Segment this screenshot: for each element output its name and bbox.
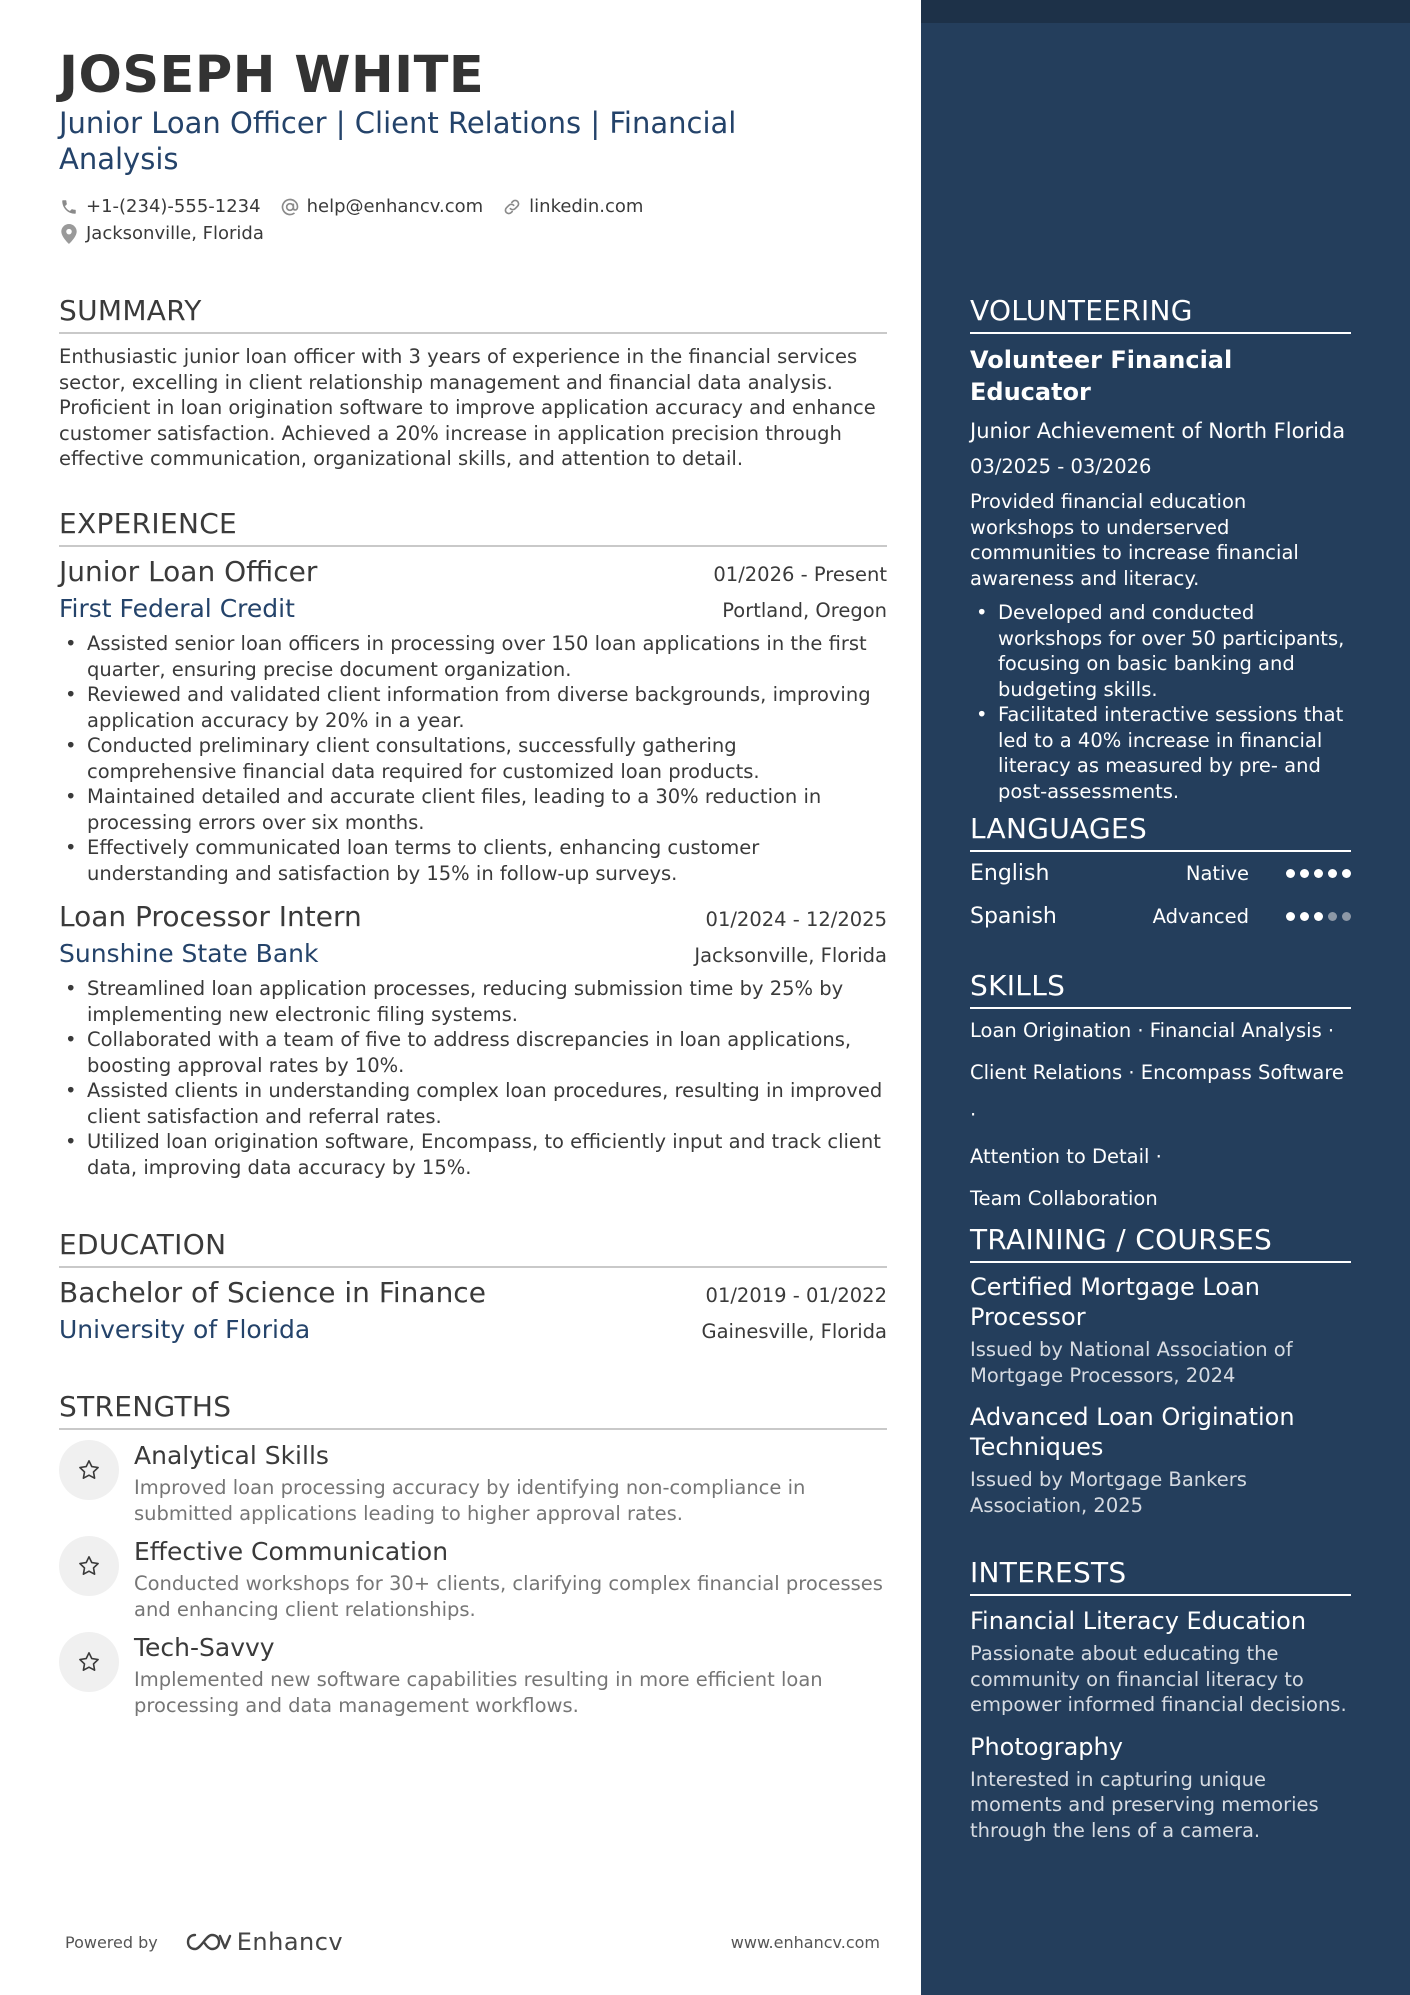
language-item — [970, 895, 1351, 938]
bullet-item: • Collaborated with a team of five to address discrepancies in loan applications, boosting approval rates by 10%. — [59, 1027, 887, 1078]
job-company: First Federal Credit — [59, 594, 295, 623]
strength-desc: Implemented new software capabilities resulting in more efficient loan processing and data management workflows. — [134, 1668, 823, 1717]
section-title: LANGUAGES — [970, 812, 1148, 845]
job-location: Jacksonville, Florida — [694, 944, 887, 967]
job-location: Portland, Oregon — [722, 599, 887, 622]
strength-desc: Improved loan processing accuracy by identifying non-compliance in submitted applications leading to higher approval rates. — [134, 1476, 806, 1525]
powered-by — [65, 1928, 343, 1956]
bullet-item: • Effectively communicated loan terms to clients, enhancing customer understanding and satisfaction by 15% in follow-up surveys. — [59, 835, 887, 886]
language-rating — [1281, 869, 1351, 878]
at-icon — [280, 197, 300, 217]
section-title: VOLUNTEERING — [970, 294, 1193, 327]
enhancv-logo-icon — [185, 1930, 233, 1954]
interest-desc: Passionate about educating the community on financial literacy to empower informed financial decisions. — [970, 1642, 1347, 1716]
strength-item — [59, 1440, 887, 1526]
school-name: University of Florida — [59, 1315, 311, 1344]
course-item — [970, 1402, 1351, 1518]
experience-entry — [59, 900, 887, 1180]
rating-dot-filled — [1286, 869, 1295, 878]
section-title: INTERESTS — [970, 1556, 1127, 1589]
course-item — [970, 1272, 1351, 1388]
job-title: Junior Loan Officer — [59, 555, 318, 588]
bullet-item: • Facilitated interactive sessions that led to a 40% increase in financial literacy as measured by pre- and post-assessments. — [970, 702, 1351, 804]
phone-text: +1-(234)-555-1234 — [86, 196, 261, 217]
star-icon — [59, 1440, 119, 1500]
contact-phone[interactable] — [59, 196, 261, 217]
email-text: help@enhancv.com — [306, 196, 484, 217]
volunteer-desc: Provided financial education workshops to underserved communities to increase financial awareness and literacy. — [970, 490, 1299, 590]
rating-dot-filled — [1342, 869, 1351, 878]
section-title: SKILLS — [970, 969, 1066, 1002]
strength-item — [59, 1536, 887, 1622]
contact-linkedin[interactable] — [502, 196, 643, 217]
section-title: EDUCATION — [59, 1228, 227, 1261]
degree-title: Bachelor of Science in Finance — [59, 1276, 486, 1309]
language-level: Native — [1185, 862, 1249, 885]
skill-line: Loan Origination · Financial Analysis · — [970, 1019, 1335, 1042]
linkedin-text: linkedin.com — [529, 196, 644, 217]
section-divider — [970, 1594, 1351, 1596]
rating-dot-filled — [1328, 869, 1337, 878]
interests-section — [970, 1555, 1351, 1843]
skill-line: Attention to Detail · — [970, 1145, 1162, 1168]
candidate-name: JOSEPH WHITE — [59, 46, 485, 105]
interest-desc: Interested in capturing unique moments and preserving memories through the lens of a camera. — [970, 1767, 1319, 1842]
rating-dot-filled — [1300, 912, 1309, 921]
language-item — [970, 852, 1351, 895]
contact-email[interactable] — [280, 196, 484, 217]
volunteer-org: Junior Achievement of North Florida — [970, 419, 1346, 443]
bullet-item: • Conducted preliminary client consultations, successfully gathering comprehensive financial data required for customized loan products. — [59, 733, 887, 784]
language-rating — [1281, 912, 1351, 921]
bullet-item: • Assisted clients in understanding complex loan procedures, resulting in improved client satisfaction and referral rates. — [59, 1078, 887, 1129]
phone-icon — [59, 197, 79, 217]
language-level: Advanced — [1152, 905, 1249, 928]
candidate-headline: Junior Loan Officer | Client Relations | Financial Analysis — [59, 106, 737, 176]
rating-dot-filled — [1300, 869, 1309, 878]
strength-item — [59, 1632, 887, 1718]
interest-item — [970, 1732, 1351, 1844]
section-divider — [59, 1266, 887, 1268]
star-icon — [59, 1632, 119, 1692]
bullet-item: • Developed and conducted workshops for over 50 participants, focusing on basic banking and budgeting skills. — [970, 600, 1351, 702]
star-icon — [59, 1536, 119, 1596]
summary-section — [59, 293, 887, 472]
contact-info — [59, 193, 662, 247]
enhancv-logo-text: Enhancv — [236, 1928, 344, 1956]
volunteering-section — [970, 293, 1351, 804]
strength-title: Analytical Skills — [134, 1441, 329, 1470]
section-title: TRAINING / COURSES — [970, 1223, 1273, 1256]
school-location: Gainesville, Florida — [701, 1320, 887, 1343]
language-name: English — [970, 861, 1050, 886]
bullet-item: • Reviewed and validated client information from diverse backgrounds, improving application accuracy by 20% in a year. — [59, 682, 887, 733]
bullet-item: • Assisted senior loan officers in processing over 150 loan applications in the first quarter, ensuring precise document organization. — [59, 631, 887, 682]
interest-item — [970, 1606, 1351, 1718]
language-name: Spanish — [970, 904, 1057, 929]
sidebar — [921, 0, 1410, 1995]
skills-section — [970, 968, 1351, 1220]
strength-title: Tech-Savvy — [134, 1633, 275, 1662]
link-icon — [502, 197, 522, 217]
section-divider — [59, 1428, 887, 1430]
enhancv-logo[interactable] — [185, 1928, 343, 1956]
languages-section — [970, 811, 1351, 938]
section-divider — [970, 332, 1351, 334]
location-text: Jacksonville, Florida — [86, 223, 264, 244]
job-bullets — [59, 976, 887, 1180]
volunteer-bullets — [970, 600, 1351, 804]
interest-title: Photography — [970, 1732, 1123, 1761]
summary-text: Enthusiastic junior loan officer with 3 years of experience in the financial services sector, excelling in client relationship management and financial data analysis. Proficient in loan origination software to improve application accuracy and enhance customer satisfaction. Achieved a 20% increase in application precision through effective communication, organizational skills, and attention to detail. — [59, 345, 876, 470]
section-title: SUMMARY — [59, 294, 202, 327]
sidebar-top-band — [921, 0, 1410, 23]
course-title: Certified Mortgage Loan Processor — [970, 1273, 1261, 1331]
section-title: EXPERIENCE — [59, 507, 238, 540]
bullet-item: • Streamlined loan application processes, reducing submission time by 25% by implementing new electronic filing systems. — [59, 976, 887, 1027]
contact-location — [59, 223, 264, 244]
education-section — [59, 1227, 887, 1344]
location-pin-icon — [59, 224, 79, 244]
interest-title: Financial Literacy Education — [970, 1607, 1307, 1635]
section-divider — [970, 1007, 1351, 1009]
strength-desc: Conducted workshops for 30+ clients, clarifying complex financial processes and enhancing client relationships. — [134, 1572, 883, 1621]
education-entry — [59, 1276, 887, 1344]
rating-dot-empty — [1328, 912, 1337, 921]
powered-by-label: Powered by — [65, 1932, 158, 1952]
skill-line: Team Collaboration — [970, 1187, 1158, 1210]
skill-line: Client Relations · Encompass Software · — [970, 1061, 1344, 1126]
website-link[interactable]: www.enhancv.com — [730, 1932, 880, 1952]
training-section — [970, 1222, 1351, 1518]
rating-dot-filled — [1314, 869, 1323, 878]
job-bullets — [59, 631, 887, 886]
education-date: 01/2019 - 01/2022 — [705, 1284, 887, 1307]
job-date: 01/2026 - Present — [713, 563, 887, 586]
section-title: STRENGTHS — [59, 1390, 232, 1423]
course-desc: Issued by National Association of Mortgage Processors, 2024 — [970, 1338, 1293, 1387]
course-desc: Issued by Mortgage Bankers Association, 2025 — [970, 1468, 1247, 1517]
strength-title: Effective Communication — [134, 1537, 449, 1566]
rating-dot-filled — [1286, 912, 1295, 921]
bullet-item: • Utilized loan origination software, Encompass, to efficiently input and track client data, improving data accuracy by 15%. — [59, 1129, 887, 1180]
job-date: 01/2024 - 12/2025 — [705, 908, 887, 931]
section-divider — [59, 545, 887, 547]
rating-dot-empty — [1342, 912, 1351, 921]
experience-entry — [59, 555, 887, 886]
job-title: Loan Processor Intern — [59, 900, 362, 933]
strengths-section — [59, 1389, 887, 1718]
volunteer-role: Volunteer Financial Educator — [970, 346, 1233, 406]
job-company: Sunshine State Bank — [59, 939, 319, 968]
experience-section — [59, 506, 887, 1180]
footer — [65, 1924, 880, 1960]
course-title: Advanced Loan Origination Techniques — [970, 1403, 1295, 1461]
rating-dot-filled — [1314, 912, 1323, 921]
section-divider — [970, 1261, 1351, 1263]
volunteer-date: 03/2025 - 03/2026 — [970, 455, 1152, 478]
section-divider — [59, 332, 887, 334]
bullet-item: • Maintained detailed and accurate client files, leading to a 30% reduction in processing errors over six months. — [59, 784, 887, 835]
